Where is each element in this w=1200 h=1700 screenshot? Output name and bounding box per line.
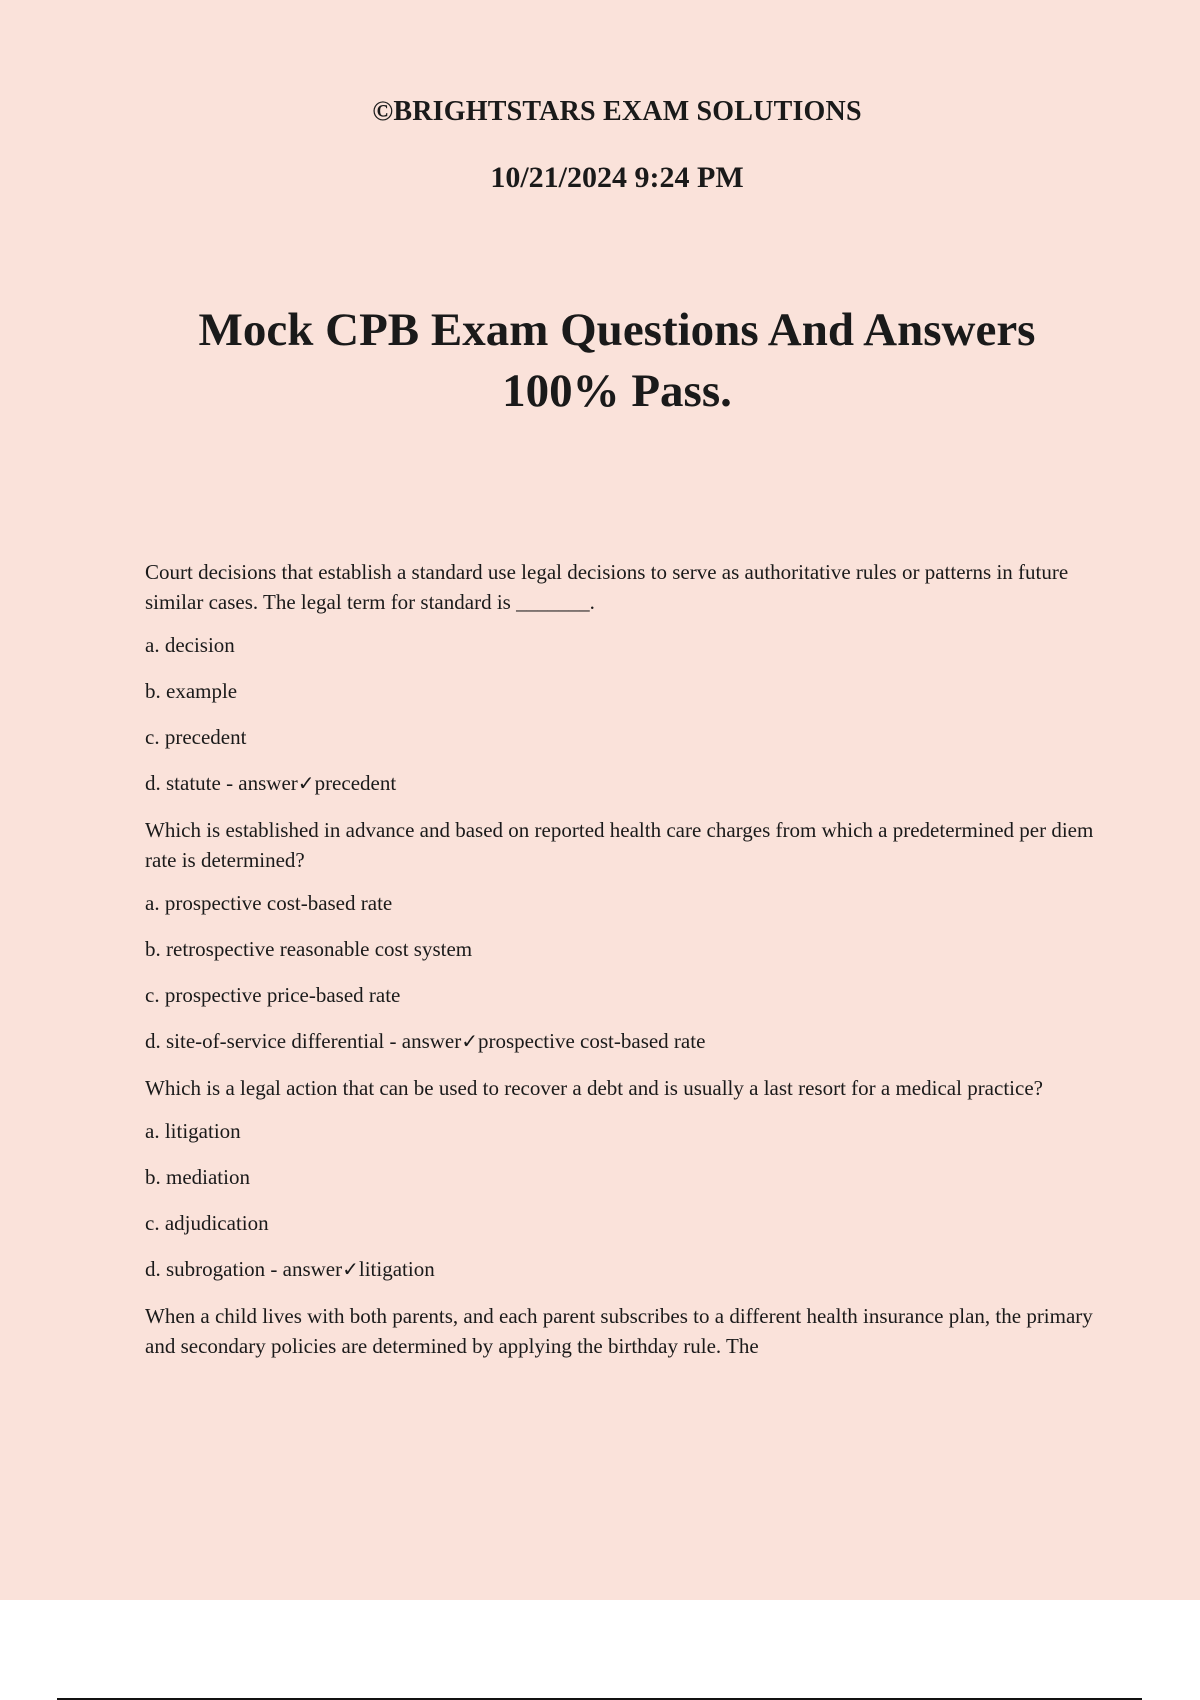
option-b: b. retrospective reasonable cost system	[145, 937, 473, 961]
question-text: Which is a legal action that can be used to recover a debt and is usually a last resort for a medical practice?	[145, 1076, 1043, 1100]
option-b: b. example	[145, 679, 238, 703]
option-c: c. precedent	[145, 725, 247, 749]
option-a: a. decision	[145, 633, 235, 657]
header-brand: ©BRIGHTSTARS EXAM SOLUTIONS	[372, 96, 862, 127]
option-b: b. mediation	[145, 1165, 250, 1189]
option-d-with-answer	[145, 1254, 1100, 1284]
title-line-2: 100% Pass.	[502, 365, 732, 417]
option-d: d. site-of-service differential - answer	[145, 1029, 462, 1053]
answer-text: prospective cost-based rate	[478, 1029, 706, 1053]
option-d: d. statute - answer	[145, 771, 298, 795]
option-a: a. litigation	[145, 1119, 241, 1143]
option-c: c. prospective price-based rate	[145, 983, 401, 1007]
question-text: Which is established in advance and based on reported health care charges from which a predetermined per diem rate is determined?	[145, 818, 1094, 872]
answer-text: precedent	[314, 771, 397, 795]
checkmark-icon: ✓	[342, 1257, 359, 1281]
option-a: a. prospective cost-based rate	[145, 891, 393, 915]
option-d-with-answer	[145, 768, 1100, 798]
answer-text: litigation	[358, 1257, 435, 1281]
question-list	[145, 557, 1100, 1374]
document-title	[0, 300, 1200, 422]
question-text: Court decisions that establish a standard use legal decisions to serve as authoritative rules or patterns in future similar cases. The legal term for standard is _______.	[145, 560, 1069, 614]
question-text: When a child lives with both parents, and each parent subscribes to a different health insurance plan, the primary and secondary policies are determined by applying the birthday rule. The	[145, 1304, 1093, 1358]
option-d-with-answer	[145, 1026, 1100, 1056]
title-line-1: Mock CPB Exam Questions And Answers	[198, 304, 1036, 356]
option-c: c. adjudication	[145, 1211, 269, 1235]
header-date: 10/21/2024 9:24 PM	[490, 161, 744, 194]
checkmark-icon: ✓	[461, 1029, 478, 1053]
checkmark-icon: ✓	[297, 771, 315, 795]
option-d: d. subrogation - answer	[145, 1257, 343, 1281]
